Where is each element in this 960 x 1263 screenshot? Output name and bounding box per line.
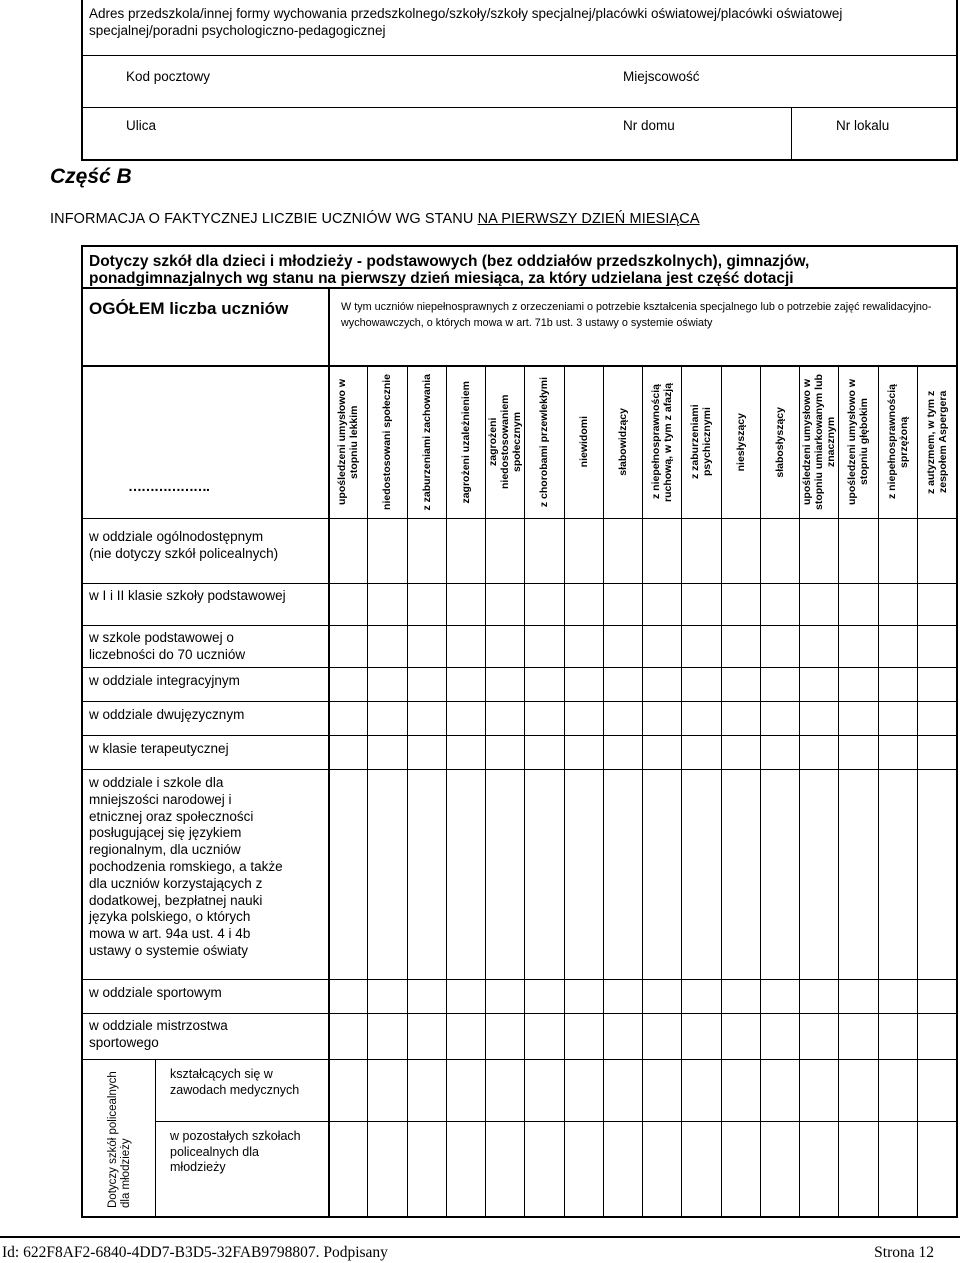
section-title: Część B [50, 165, 132, 188]
post-secondary-group-label [90, 1066, 150, 1210]
row-label-minority: w oddziale i szkole dla mniejszości narodowej i etnicznej oraz społeczności posługującej się językiem regionalnym, dla uczniów pochodzenia romskiego, a także dla uczniów korzystających z dodatkowej, bezpłatnej nauki języka polskiego, o których mowa w art. 94a ust. 4 i 4b ustawy o systemie oświaty [89, 775, 283, 958]
row-label-small-school: w szkole podstawowej o liczebności do 70 uczniów [89, 630, 246, 662]
column-header [799, 372, 838, 512]
column-header-text: niesłyszący [734, 412, 747, 472]
row-label-therapeutic: w klasie terapeutycznej [89, 741, 229, 756]
column-header [721, 372, 760, 512]
column-header [838, 372, 877, 512]
row-label-medical: kształcących się w zawodach medycznych [170, 1067, 300, 1097]
column-header [407, 372, 446, 512]
row-label-grades-1-2: w I i II klasie szkoły podstawowej [89, 588, 286, 603]
scope-line-2: ponadgimnazjalnych wg stanu na pierwszy dzień miesiąca, za który udzielana jest część dotacji [89, 270, 794, 286]
document-id: Id: 622F8AF2-6840-4DD7-B3D5-32FAB9798807. Podpisany [2, 1244, 388, 1261]
disabled-students-note: W tym uczniów niepełnosprawnych z orzeczeniami o potrzebie kształcenia specjalnego lub o potrzebie zajęć rewalidacyjno-wychowawczych, o których mowa w art. 71b ust. 3 ustawy o systemie oświaty [341, 301, 932, 329]
column-header [878, 372, 917, 512]
row-label-sports: w oddziale sportowym [89, 985, 222, 1000]
total-students-label: OGÓŁEM liczba uczniów [89, 299, 289, 318]
street-label: Ulica [126, 118, 157, 133]
post-secondary-group-text: Dotyczy szkół policealnych dla młodzieży [107, 1071, 132, 1208]
column-header-text: słabosłyszący [773, 406, 786, 478]
row-label-bilingual: w oddziale dwujęzycznym [89, 707, 245, 722]
column-header-text: upośledzeni umysłowo w stopniu umiarkowanym lub znacznym [800, 374, 837, 510]
column-header-text: upośledzeni umysłowo w stopniu lekkim [335, 379, 360, 506]
column-header-text: upośledzeni umysłowo w stopniu głębokim [845, 379, 870, 506]
column-header [446, 372, 485, 512]
column-header [524, 372, 563, 512]
column-header [760, 372, 799, 512]
column-header-text: słabowidzący [616, 408, 629, 476]
section-heading-underlined: NA PIERWSZY DZIEŃ MIESIĄCA [477, 211, 700, 227]
row-label-general: w oddziale ogólnodostępnym (nie dotyczy szkół policealnych) [89, 529, 279, 561]
column-header [485, 372, 524, 512]
column-header [681, 372, 720, 512]
column-header-text: z autyzmem, w tym z zespołem Aspergera [924, 390, 949, 494]
column-header [642, 372, 681, 512]
scope-description [89, 253, 953, 286]
row-label-sports-championship: w oddziale mistrzostwa sportowego [89, 1018, 228, 1050]
page-number: Strona 12 [874, 1244, 934, 1261]
section-heading [50, 211, 700, 227]
column-header-text: z niepełnosprawnością ruchową, w tym z afazją [649, 382, 674, 502]
total-value-placeholder: ………………. [128, 478, 209, 494]
column-header-text: zagrożeni niedostosowaniem społecznym [486, 394, 523, 490]
column-header-text: niewidomi [577, 416, 590, 468]
address-title: Adres przedszkola/innej formy wychowania przedszkolnego/szkoły/szkoły specjalnej/placówki oświatowej/placówki oświatowej specjalnej/poradni psychologiczno-pedagogicznej [89, 6, 843, 38]
column-header [564, 372, 603, 512]
column-header [917, 372, 956, 512]
column-header [367, 372, 406, 512]
apartment-number-label: Nr lokalu [836, 118, 890, 133]
column-header-text: z zaburzeniami zachowania [420, 373, 433, 511]
section-heading-text: INFORMACJA O FAKTYCZNEJ LICZBIE UCZNIÓW WG STANU [50, 211, 474, 227]
postal-code-label: Kod pocztowy [126, 69, 211, 84]
scope-line-1: Dotyczy szkół dla dzieci i młodzieży - podstawowych (bez oddziałów przedszkolnych), gimnazjów, [89, 253, 810, 270]
city-label: Miejscowość [623, 69, 700, 84]
column-header [328, 372, 367, 512]
row-label-integration: w oddziale integracyjnym [89, 673, 240, 688]
house-number-label: Nr domu [623, 118, 675, 133]
column-header-text: zagrożeni uzależnieniem [459, 380, 472, 504]
column-header-text: z chorobami przewlekłymi [537, 376, 550, 508]
column-header-text: niedostosowani społecznie [380, 374, 393, 510]
column-header [603, 372, 642, 512]
row-label-other-post-secondary: w pozostałych szkołach policealnych dla młodzieży [170, 1129, 301, 1174]
column-header-text: z niepełnosprawnością sprzężoną [885, 384, 910, 500]
column-header-text: z zaburzeniami psychicznymi [688, 404, 713, 480]
